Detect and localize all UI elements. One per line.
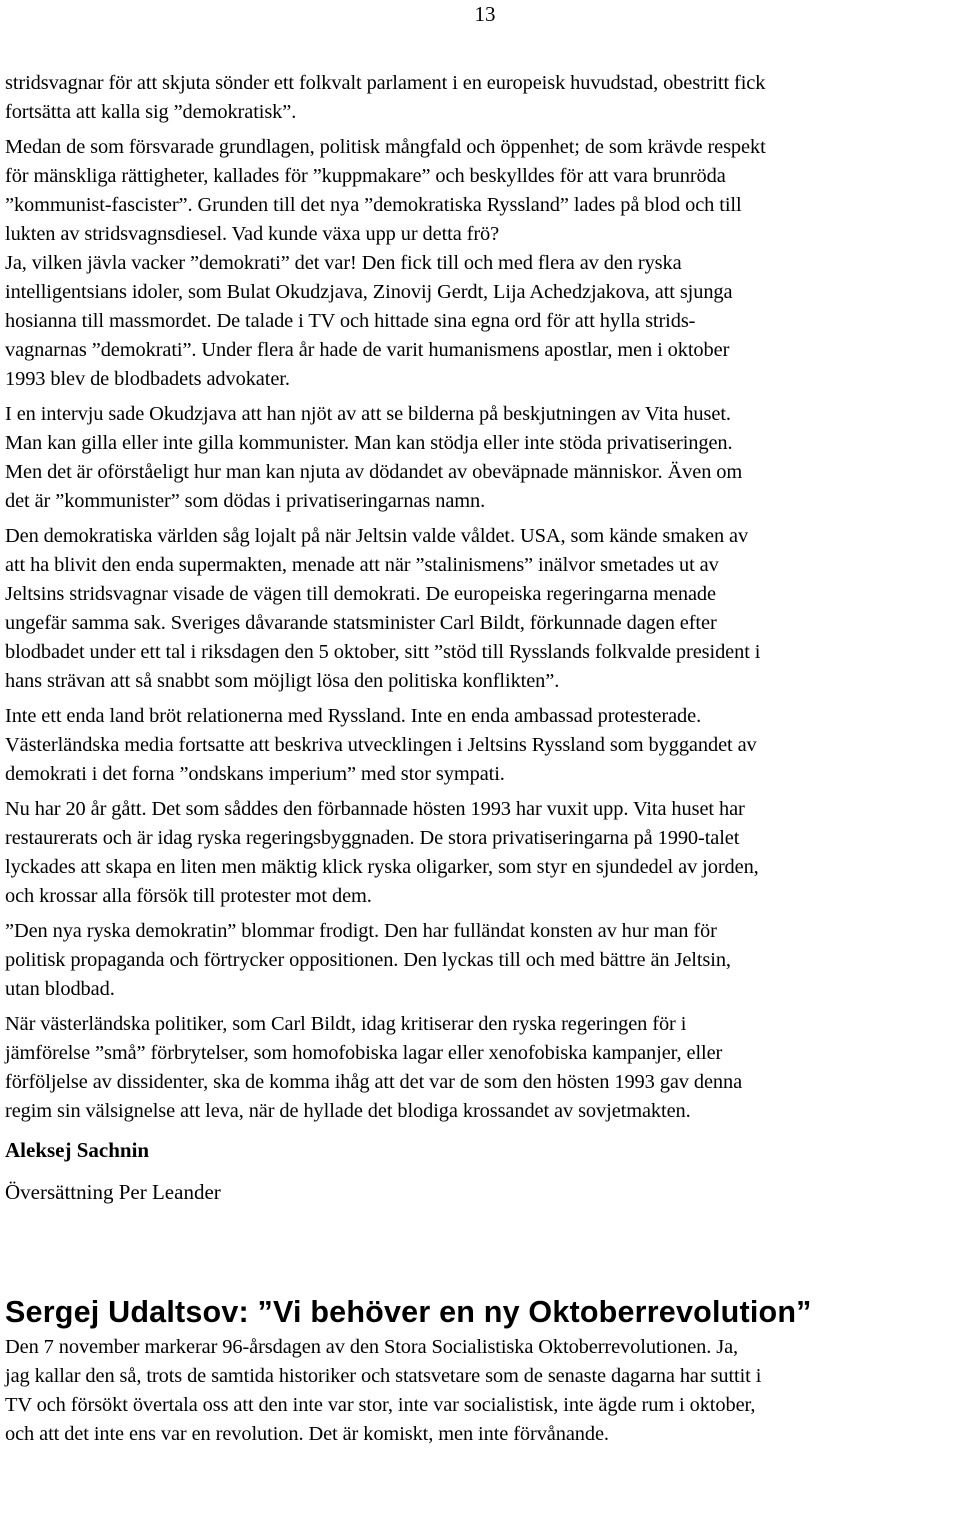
text-line: utan blodbad.: [5, 978, 115, 1000]
text-line: restaurerats och är idag ryska regeringsbyggnaden. De stora privatiseringarna på 1990-talet: [5, 827, 740, 849]
text-line: Den 7 november markerar 96-årsdagen av den Stora Socialistiska Oktoberrevolutionen. Ja,: [5, 1336, 739, 1358]
paragraph-9: [5, 1010, 958, 1126]
text-line: hosianna till massmordet. De talade i TV och hittade sina egna ord för att hylla strids-: [5, 310, 696, 332]
text-line: fortsätta att kalla sig ”demokratisk”.: [5, 101, 297, 123]
text-line: hans strävan att så snabbt som möjligt lösa den politiska konflikten”.: [5, 670, 560, 692]
author-name: Aleksej Sachnin: [5, 1138, 150, 1162]
page-number: 13: [474, 2, 496, 26]
text-line: jämförelse ”små” förbrytelser, som homofobiska lagar eller xenofobiska kampanjer, eller: [5, 1042, 723, 1064]
text-line: förföljelse av dissidenter, ska de komma ihåg att det var de som den hösten 1993 gav denna: [5, 1071, 743, 1093]
text-line: och att det inte ens var en revolution. Det är komiskt, men inte förvånande.: [5, 1423, 609, 1445]
paragraph-2: [5, 133, 958, 249]
article-intro: [5, 1333, 958, 1449]
paragraph-3: [5, 249, 958, 394]
text-line: regim sin välsignelse att leva, när de hyllade det blodiga krossandet av sovjetmakten.: [5, 1100, 691, 1122]
paragraph-8: [5, 917, 958, 1004]
text-line: I en intervju sade Okudzjava att han njöt av att se bilderna på beskjutningen av Vita huset.: [5, 403, 731, 425]
text-line: När västerländska politiker, som Carl Bildt, idag kritiserar den ryska regeringen för i: [5, 1013, 687, 1035]
text-line: Men det är oförståeligt hur man kan njuta av dödandet av obeväpnade människor. Även om: [5, 461, 743, 483]
text-line: Ja, vilken jävla vacker ”demokrati” det var! Den fick till och med flera av den ryska: [5, 252, 682, 274]
text-line: politisk propaganda och förtrycker oppositionen. Den lyckas till och med bättre än Jeltsin,: [5, 949, 731, 971]
paragraph-5: [5, 522, 958, 696]
text-line: Man kan gilla eller inte gilla kommunister. Man kan stödja eller inte stöda privatiseringen.: [5, 432, 733, 454]
text-line: blodbadet under ett tal i riksdagen den 5 oktober, sitt ”stöd till Rysslands folkvalde president i: [5, 641, 761, 663]
text-line: Västerländska media fortsatte att beskriva utvecklingen i Jeltsins Ryssland som byggandet av: [5, 734, 757, 756]
text-line: ungefär samma sak. Sveriges dåvarande statsminister Carl Bildt, förkunnade dagen efter: [5, 612, 717, 634]
text-line: stridsvagnar för att skjuta sönder ett folkvalt parlament i en europeisk huvudstad, obestritt fick: [5, 72, 766, 94]
article-heading: Sergej Udaltsov: ”Vi behöver en ny Oktoberrevolution”: [5, 1295, 812, 1329]
paragraph-7: [5, 795, 958, 911]
text-line: att ha blivit den enda supermakten, menade att när ”stalinismens” inälvor smetades ut av: [5, 554, 719, 576]
paragraph-4: [5, 400, 958, 516]
text-line: ”kommunist-fascister”. Grunden till det nya ”demokratiska Ryssland” lades på blod och till: [5, 194, 742, 216]
paragraph-1: [5, 69, 958, 127]
text-line: 1993 blev de blodbadets advokater.: [5, 368, 290, 390]
text-line: lukten av stridsvagnsdiesel. Vad kunde växa upp ur detta frö?: [5, 223, 500, 245]
text-line: och krossar alla försök till protester mot dem.: [5, 885, 372, 907]
text-line: Den demokratiska världen såg lojalt på när Jeltsin valde våldet. USA, som kände smaken av: [5, 525, 749, 547]
text-line: Medan de som försvarade grundlagen, politisk mångfald och öppenhet; de som krävde respekt: [5, 136, 766, 158]
article-body: [5, 69, 958, 1449]
text-line: lyckades att skapa en liten men mäktig klick ryska oligarker, som styr en sjundedel av jorden,: [5, 856, 759, 878]
text-line: demokrati i det forna ”ondskans imperium” med stor sympati.: [5, 763, 505, 785]
text-line: ”Den nya ryska demokratin” blommar frodigt. Den har fulländat konsten av hur man för: [5, 920, 717, 942]
text-line: för mänskliga rättigheter, kallades för ”kuppmakare” och beskylldes för att vara brunröda: [5, 165, 726, 187]
paragraph-6: [5, 702, 958, 789]
text-line: intelligentsians idoler, som Bulat Okudzjava, Zinovij Gerdt, Lija Achedzjakova, att sjunga: [5, 281, 733, 303]
text-line: det är ”kommunister” som dödas i privatiseringarnas namn.: [5, 490, 486, 512]
translator-credit: Översättning Per Leander: [5, 1180, 221, 1204]
text-line: Nu har 20 år gått. Det som såddes den förbannade hösten 1993 har vuxit upp. Vita huset har: [5, 798, 745, 820]
text-line: TV och försökt övertala oss att den inte var stor, inte var socialistisk, inte ägde rum i oktober,: [5, 1394, 756, 1416]
text-line: vagnarnas ”demokrati”. Under flera år hade de varit humanismens apostlar, men i oktober: [5, 339, 730, 361]
text-line: Inte ett enda land bröt relationerna med Ryssland. Inte en enda ambassad protesterade.: [5, 705, 702, 727]
text-line: Jeltsins stridsvagnar visade de vägen till demokrati. De europeiska regeringarna menade: [5, 583, 716, 605]
text-line: jag kallar den så, trots de samtida historiker och statsvetare som de senaste dagarna har suttit i: [5, 1365, 762, 1387]
